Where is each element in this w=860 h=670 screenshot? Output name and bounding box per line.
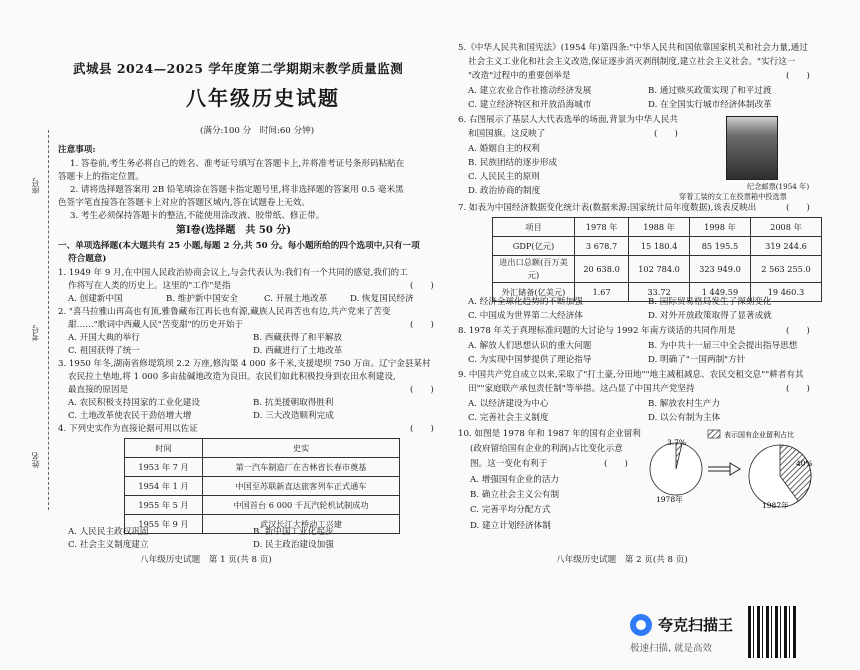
q7-option-d: D. 对外开放政策取得了显著成就: [648, 311, 772, 321]
q10-option-b: B. 确立社会主义公有制: [470, 490, 560, 500]
q2-option-c: C. 祖国获得了统一: [68, 346, 140, 356]
data-label-1978: 3.7%: [667, 438, 687, 447]
data-label-1987: 40%: [796, 459, 813, 468]
table-cell: 1955 年 9 月: [125, 515, 203, 534]
q4-history-table: [124, 438, 400, 534]
question-5-line-3: "改造"过程中的重要创举是: [468, 71, 571, 81]
table-cell: 323 949.0: [690, 256, 751, 283]
question-6-line-1: 6. 右图展示了基层人大代表选举的场面,背景为中华人民共: [458, 115, 678, 125]
table-row: [493, 256, 822, 283]
table-cell: 中国首台 6 000 千瓦汽轮机试制成功: [203, 496, 400, 515]
question-5-line-2: 社会主义工业化和社会主义改造,保证逐步消灭剥削制度,建立社会主义社会。"实行这一: [468, 57, 796, 67]
q9-option-b: B. 解放农村生产力: [648, 399, 720, 409]
table-cell: 20 638.0: [575, 256, 629, 283]
q6-option-c: C. 人民民主的原则: [468, 172, 540, 182]
q3-option-a: A. 农民积极支持国家的工业化建设: [68, 398, 200, 408]
table-cell: 2 563 255.0: [750, 256, 821, 283]
binding-line: [48, 130, 49, 510]
table-cell: 武汉长江大桥动工兴建: [203, 515, 400, 534]
question-10-line-3: 图。这一变化有利于: [470, 459, 548, 469]
question-7-line-1: 7. 如表为中国经济数据变化统计表(数据来源:国家统计局年度数据),该表反映出: [458, 203, 757, 213]
table-cell: 外汇储备(亿美元): [493, 283, 575, 302]
page-two-footer: 八年级历史试题 第 2 页(共 8 页): [556, 555, 688, 565]
q4-option-a: A. 人民民主政权巩固: [68, 527, 149, 537]
table-cell: 进出口总额(百万美元): [493, 256, 575, 283]
section-heading-b: 符合题意): [68, 254, 107, 264]
legend-label: 表示国有企业留利占比: [724, 431, 794, 439]
exam-title-line: 武城县 2024—2025 学年度第二学期期末教学质量监测: [73, 61, 404, 76]
table-header-row: [493, 218, 822, 237]
q8-option-d: D. 明确了"一国两制"方针: [648, 355, 746, 365]
notice-heading: 注意事项:: [58, 145, 96, 155]
margin-label-exam-number: 考号: [31, 325, 40, 341]
q8-option-b: B. 为中共十一届三中全会提出指导思想: [648, 341, 798, 351]
q5-option-b: B. 通过赎买政策实现了和平过渡: [648, 86, 772, 96]
q10-pie-chart: [640, 424, 840, 536]
q1-option-d: D. 恢复国民经济: [350, 294, 414, 304]
question-8-line-1: 8. 1978 年关于真理标准问题的大讨论与 1992 年南方谈话的共同作用是: [458, 326, 736, 336]
table-cell: 第一汽车制造厂在吉林省长春市奠基: [203, 458, 400, 477]
q5-option-a: A. 建立农业合作社推动经济发展: [468, 86, 592, 96]
section-heading-a: 一、单项选择题(本大题共有 25 小题,每题 2 分,共 50 分。每小题所给的四个选项中,只有一项: [58, 241, 420, 251]
table-cell: 102 784.0: [629, 256, 690, 283]
q7-option-a: A. 经济全球化趋势的不断加强: [468, 297, 583, 307]
question-2-line-2: 甜……"歌词中西藏人民"苦变甜"的历史开始于: [68, 320, 244, 330]
table-header-cell: 项目: [493, 218, 575, 237]
question-9-line-1: 9. 中国共产党自成立以来,采取了"打土豪,分田地""地主减租减息、农民交租交息""耕者有其: [458, 370, 804, 380]
q3-option-b: B. 抗美援朝取得胜利: [253, 398, 334, 408]
table-cell: 1 449.59: [690, 283, 751, 302]
table-row: [125, 458, 400, 477]
margin-label-name: 姓名: [31, 452, 40, 468]
answer-blank-5: ( ): [786, 71, 810, 81]
notice-2a: 2. 请将选择题答案用 2B 铅笔填涂在答题卡指定题号里,将非选择题的答案用 0.5 毫米黑: [70, 185, 404, 195]
q2-option-b: B. 西藏获得了和平解放: [253, 333, 343, 343]
stamp-caption-2: 穿着工装的女工在投票箱中投选票: [679, 192, 787, 201]
question-10-line-2: (政府留给国有企业的利润)占比变化示意: [470, 444, 623, 454]
scanner-brand-name: 夸克扫描王: [658, 616, 734, 634]
table-row: [125, 477, 400, 496]
table-cell: 33.72: [629, 283, 690, 302]
q9-option-c: C. 完善社会主义制度: [468, 413, 549, 423]
question-4-line-1: 4. 下列史实作为直接论据可用以佐证: [58, 424, 198, 434]
table-row: [493, 237, 822, 256]
q9-option-a: A. 以经济建设为中心: [468, 399, 549, 409]
arrow-icon: [708, 463, 740, 475]
notice-1b: 答题卡上的指定位置。: [58, 172, 144, 182]
answer-blank-10: ( ): [604, 459, 628, 469]
table-cell: 319 244.6: [750, 237, 821, 256]
q2-option-a: A. 开国大典的举行: [68, 333, 140, 343]
table-cell: 中国至苏联新直达旅客列车正式通车: [203, 477, 400, 496]
table-cell: 1954 年 1 月: [125, 477, 203, 496]
q4-option-b: B. 新中国工业化起步: [253, 527, 334, 537]
scanner-tagline: 极速扫描, 就是高效: [630, 643, 713, 654]
q10-option-d: D. 建立计划经济体制: [470, 521, 551, 531]
table-cell: 19 460.3: [750, 283, 821, 302]
question-10-line-1: 10. 如图是 1978 年和 1987 年的国有企业留利: [458, 429, 641, 439]
table-header-cell: 时间: [125, 439, 203, 458]
q4-option-c: C. 社会主义制度建立: [68, 540, 149, 550]
scanner-logo-icon: [630, 614, 652, 636]
q3-option-c: C. 土地改革使农民干劲倍增大增: [68, 411, 192, 421]
q7-economy-table: [492, 217, 822, 302]
q6-option-b: B. 民族团结的逐步形成: [468, 158, 558, 168]
answer-blank-6: ( ): [654, 129, 678, 139]
qr-code-icon: [748, 606, 796, 658]
q3-option-d: D. 三大改造顺利完成: [253, 411, 334, 421]
q6-option-d: D. 政治协商的制度: [468, 186, 541, 196]
part-one-title: 第Ⅰ卷(选择题 共 50 分): [176, 225, 292, 236]
table-header-cell: 1998 年: [690, 218, 751, 237]
q9-option-d: D. 以公有制为主体: [648, 413, 721, 423]
q5-option-d: D. 在全国实行城市经济体制改革: [648, 100, 772, 110]
series-label-1987: 1987年: [762, 501, 789, 510]
question-6-line-2: 和国国旗。这反映了: [468, 129, 546, 139]
answer-blank-1: ( ): [410, 281, 434, 291]
answer-blank-8: ( ): [786, 326, 810, 336]
q10-option-c: C. 完善平均分配方式: [470, 505, 551, 515]
q6-option-a: A. 婚姻自主的权利: [468, 144, 540, 154]
notice-1a: 1. 答卷前,考生务必将自己的姓名、准考证号填写在答题卡上,并将准考证号条形码粘贴在: [70, 159, 405, 169]
q1-option-b: B. 维护新中国安全: [166, 294, 238, 304]
table-header-cell: 1988 年: [629, 218, 690, 237]
question-5-line-1: 5.《中华人民共和国宪法》(1954 年)第四条:"中华人民共和国依靠国家机关和社会力量,通过: [458, 43, 808, 53]
pie-1978: [650, 443, 702, 495]
question-9-line-2: 田""家庭联产承包责任制"等举措。这凸显了中国共产党坚持: [468, 384, 695, 394]
question-3-line-2: 农民拉土垫地,将 1 000 多亩盐碱地改造为良田。农民们如此积极投身到农田水利建设,: [68, 372, 396, 382]
question-1-line-1: 1. 1949 年 9 月,在中国人民政治协商会议上,与会代表认为:我们有一个共同的感觉,我们的工: [58, 268, 408, 278]
score-and-time: (满分:100 分 时间:60 分钟): [200, 126, 315, 136]
page-one-footer: 八年级历史试题 第 1 页(共 8 页): [140, 555, 272, 565]
legend-swatch: [708, 430, 720, 438]
question-3-line-3: 最直接的原因是: [68, 385, 129, 395]
table-cell: 3 678.7: [575, 237, 629, 256]
table-cell: 15 180.4: [629, 237, 690, 256]
table-row: [125, 496, 400, 515]
q1-option-c: C. 开展土地改革: [264, 294, 328, 304]
q7-option-c: C. 中国成为世界第二大经济体: [468, 311, 583, 321]
series-label-1978: 1978年: [656, 495, 683, 504]
q4-option-d: D. 民主政治建设加强: [253, 540, 334, 550]
table-cell: 1955 年 5 月: [125, 496, 203, 515]
table-header-row: [125, 439, 400, 458]
q8-option-c: C. 为实现中国梦提供了理论指导: [468, 355, 592, 365]
q10-option-a: A. 增强国有企业的活力: [470, 475, 560, 485]
table-cell: 85 195.5: [690, 237, 751, 256]
margin-label-seat: 座号: [31, 178, 40, 194]
table-header-cell: 1978 年: [575, 218, 629, 237]
answer-blank-9: ( ): [786, 384, 810, 394]
answer-blank-3: ( ): [410, 385, 434, 395]
answer-blank-2: ( ): [410, 320, 434, 330]
table-cell: 1.67: [575, 283, 629, 302]
pie-1987: [749, 445, 811, 507]
q8-option-a: A. 解放人们思想认识的重大问题: [468, 341, 592, 351]
table-cell: GDP(亿元): [493, 237, 575, 256]
question-3-line-1: 3. 1950 年冬,湖南省修堤筑坝 2.2 万座,修沟渠 4 000 多千米,支援堤坝 750 万亩。辽宁金县某村: [58, 359, 431, 369]
exam-main-title: 八年级历史试题: [186, 86, 340, 110]
q1-option-a: A. 创建新中国: [68, 294, 123, 304]
table-header-cell: 2008 年: [750, 218, 821, 237]
table-header-cell: 史实: [203, 439, 400, 458]
question-2-line-1: 2. "喜马拉雅山再高也有顶,雅鲁藏布江再长也有源,藏族人民再苦也有边,共产党来了苦变: [58, 307, 391, 317]
q5-option-c: C. 建立经济特区和开放沿海城市: [468, 100, 592, 110]
notice-2b: 色签字笔直接答在答题卡上对应的答题区域内,答在试题卷上无效。: [58, 198, 310, 208]
question-1-line-2: 作将写在人类的历史上。这里的"工作"是指: [68, 281, 231, 291]
page-one: [58, 0, 443, 570]
q2-option-d: D. 西藏进行了土地改革: [253, 346, 343, 356]
answer-blank-7: ( ): [786, 203, 810, 213]
notice-3: 3. 考生必须保持答题卡的整洁,不能使用涂改液、胶带纸、修正带。: [70, 211, 325, 221]
answer-blank-4: ( ): [410, 424, 434, 434]
table-cell: 1953 年 7 月: [125, 458, 203, 477]
q7-option-b: B. 国际贸易格局发生了深刻变化: [648, 297, 772, 307]
stamp-caption-1: 纪念邮票(1954 年): [747, 182, 810, 191]
